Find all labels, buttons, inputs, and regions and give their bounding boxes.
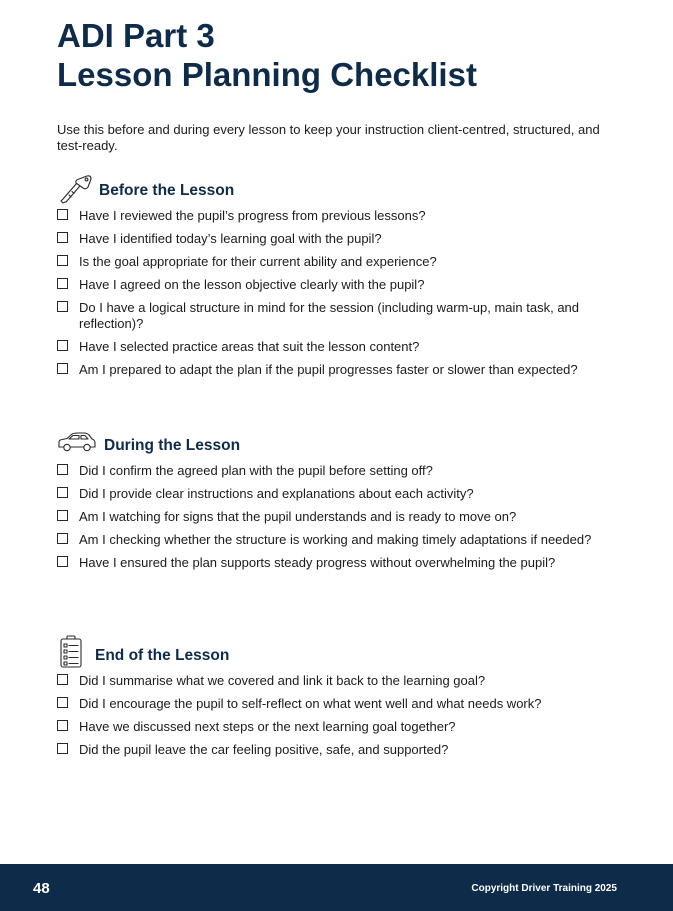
checklist-item bbox=[57, 719, 637, 735]
checklist-item-text: Did I confirm the agreed plan with the pupil before setting off? bbox=[79, 463, 433, 478]
page-title bbox=[57, 16, 477, 94]
checklist-item-text: Have I agreed on the lesson objective clearly with the pupil? bbox=[79, 277, 425, 292]
intro-text: Use this before and during every lesson to keep your instruction client-centred, structured, and test-ready. bbox=[57, 122, 600, 153]
checklist-item bbox=[57, 555, 637, 571]
section-header bbox=[57, 174, 637, 208]
checklist-item-text: Have I identified today’s learning goal with the pupil? bbox=[79, 231, 382, 246]
checkbox[interactable] bbox=[57, 556, 68, 567]
section-title: End of the Lesson bbox=[95, 647, 230, 664]
page-footer bbox=[0, 864, 673, 911]
car-icon bbox=[57, 429, 97, 460]
checklist-item bbox=[57, 300, 637, 332]
checklist-item-text: Am I watching for signs that the pupil understands and is ready to move on? bbox=[79, 509, 517, 524]
section-before-lesson bbox=[57, 174, 637, 385]
checkbox[interactable] bbox=[57, 340, 68, 351]
page-number: 48 bbox=[33, 880, 50, 897]
checklist-item bbox=[57, 696, 637, 712]
checklist-item-text: Have I ensured the plan supports steady progress without overwhelming the pupil? bbox=[79, 555, 556, 570]
checklist-item bbox=[57, 208, 637, 224]
checklist-item-text: Did the pupil leave the car feeling positive, safe, and supported? bbox=[79, 742, 449, 757]
section-header bbox=[57, 639, 637, 673]
checkbox[interactable] bbox=[57, 232, 68, 243]
section-during-lesson bbox=[57, 429, 637, 578]
copyright-text: Copyright Driver Training 2025 bbox=[471, 883, 617, 894]
checklist-item-text: Do I have a logical structure in mind for the session (including warm-up, main task, and reflection)? bbox=[79, 300, 580, 331]
checklist-item-text: Is the goal appropriate for their current ability and experience? bbox=[79, 254, 437, 269]
checkbox[interactable] bbox=[57, 533, 68, 544]
checklist-item bbox=[57, 532, 637, 548]
checklist-item-text: Have I selected practice areas that suit the lesson content? bbox=[79, 339, 420, 354]
checklist-item bbox=[57, 339, 637, 355]
section-title: Before the Lesson bbox=[99, 182, 235, 199]
checkbox[interactable] bbox=[57, 720, 68, 731]
section-header bbox=[57, 429, 637, 463]
clipboard-checklist-icon bbox=[57, 635, 85, 674]
checklist-item bbox=[57, 742, 637, 758]
checklist bbox=[57, 463, 637, 571]
title-line-2: Lesson Planning Checklist bbox=[57, 56, 477, 93]
checklist-item bbox=[57, 463, 637, 479]
checkbox[interactable] bbox=[57, 697, 68, 708]
checkbox[interactable] bbox=[57, 464, 68, 475]
section-end-lesson bbox=[57, 639, 637, 765]
checkbox[interactable] bbox=[57, 209, 68, 220]
checkbox[interactable] bbox=[57, 743, 68, 754]
checklist-item-text: Did I summarise what we covered and link it back to the learning goal? bbox=[79, 673, 486, 688]
checklist-item bbox=[57, 486, 637, 502]
checklist-item bbox=[57, 362, 637, 378]
checkbox[interactable] bbox=[57, 363, 68, 374]
checkbox[interactable] bbox=[57, 487, 68, 498]
title-line-1: ADI Part 3 bbox=[57, 17, 215, 54]
checkbox[interactable] bbox=[57, 255, 68, 266]
checklist bbox=[57, 673, 637, 758]
checklist-item-text: Have I reviewed the pupil’s progress from previous lessons? bbox=[79, 208, 426, 223]
checklist-item bbox=[57, 509, 637, 525]
checkbox[interactable] bbox=[57, 278, 68, 289]
checklist-item-text: Did I provide clear instructions and explanations about each activity? bbox=[79, 486, 474, 501]
checklist bbox=[57, 208, 637, 378]
checklist-item bbox=[57, 277, 637, 293]
checklist-item bbox=[57, 254, 637, 270]
checklist-item-text: Am I prepared to adapt the plan if the pupil progresses faster or slower than expected? bbox=[79, 362, 578, 377]
checkbox[interactable] bbox=[57, 674, 68, 685]
section-title: During the Lesson bbox=[104, 437, 241, 454]
checklist-item bbox=[57, 673, 637, 689]
checklist-item bbox=[57, 231, 637, 247]
checklist-item-text: Have we discussed next steps or the next learning goal together? bbox=[79, 719, 456, 734]
checkbox[interactable] bbox=[57, 510, 68, 521]
checklist-item-text: Did I encourage the pupil to self-reflect on what went well and what needs work? bbox=[79, 696, 542, 711]
checklist-item-text: Am I checking whether the structure is working and making timely adaptations if needed? bbox=[79, 532, 592, 547]
checkbox[interactable] bbox=[57, 301, 68, 312]
